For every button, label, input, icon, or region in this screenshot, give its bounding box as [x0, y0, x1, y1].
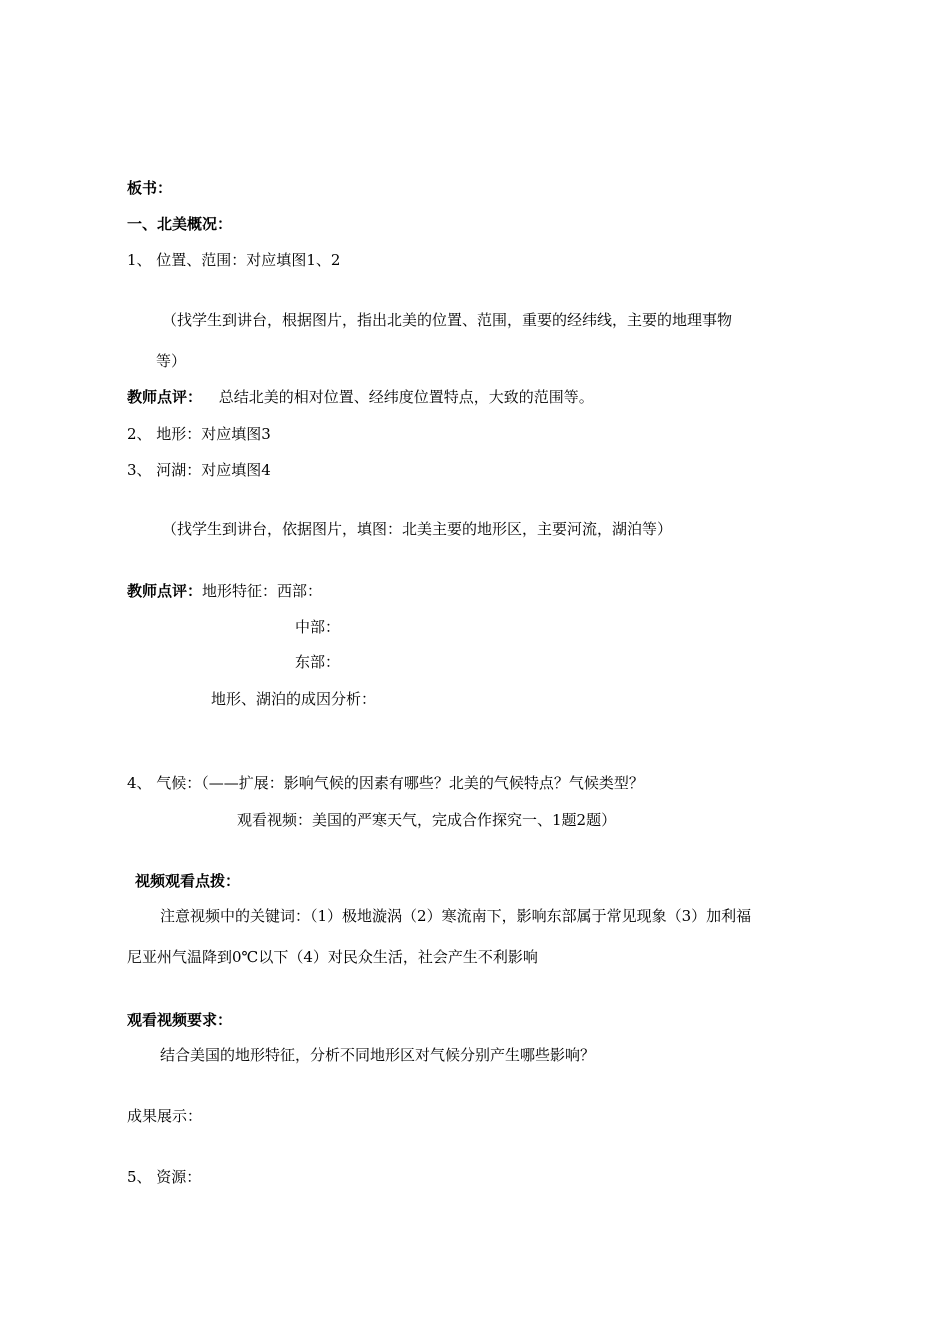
video-task: 观看视频：美国的严寒天气，完成合作探究一、1题2题）: [237, 811, 617, 829]
teacher-comment-2-label: 教师点评：: [127, 582, 203, 600]
terrain-analysis: 地形、湖泊的成因分析：: [211, 690, 377, 708]
video-requirement-title: 观看视频要求：: [127, 1011, 233, 1029]
item-4-climate: 4、 气候：（——扩展：影响气候的因素有哪些？北美的气候特点？气候类型？: [127, 774, 644, 792]
item-3-rivers-lakes: 3、 河湖：对应填图4: [127, 461, 271, 479]
video-tips-line-1: 注意视频中的关键词：（1）极地漩涡（2）寒流南下，影响东部属于常见现象（3）加利福: [160, 907, 752, 925]
teacher-comment-2: [127, 581, 322, 601]
item-5-resources: 5、 资源：: [127, 1168, 202, 1186]
teacher-comment-1-text: 总结北美的相对位置、经纬度位置特点，大致的范围等。: [218, 388, 594, 406]
video-requirement-text: 结合美国的地形特征，分析不同地形区对气候分别产生哪些影响？: [160, 1046, 596, 1064]
teacher-comment-1-label: 教师点评：: [127, 388, 203, 406]
item-2-terrain: 2、 地形：对应填图3: [127, 425, 271, 443]
activity-2: （找学生到讲台，依据图片，填图：北美主要的地形区，主要河流，湖泊等）: [162, 520, 673, 538]
terrain-middle: 中部：: [295, 618, 341, 636]
item-1-location: 1、 位置、范围：对应填图1、2: [127, 251, 341, 269]
teacher-comment-1: [127, 387, 594, 407]
video-tips-line-2: 尼亚州气温降到0℃以下（4）对民众生活，社会产生不利影响: [127, 948, 538, 966]
activity-1-line-2: 等）: [156, 352, 187, 370]
terrain-west: 地形特征：西部：: [202, 582, 323, 600]
video-tips-title: 视频观看点拨：: [135, 872, 241, 890]
results-display: 成果展示：: [127, 1107, 203, 1125]
section-1-title: 一、北美概况：: [127, 215, 233, 233]
terrain-east: 东部：: [295, 653, 341, 671]
board-title: 板书：: [127, 179, 173, 197]
activity-1-line-1: （找学生到讲台，根据图片，指出北美的位置、范围，重要的经纬线，主要的地理事物: [162, 311, 733, 329]
